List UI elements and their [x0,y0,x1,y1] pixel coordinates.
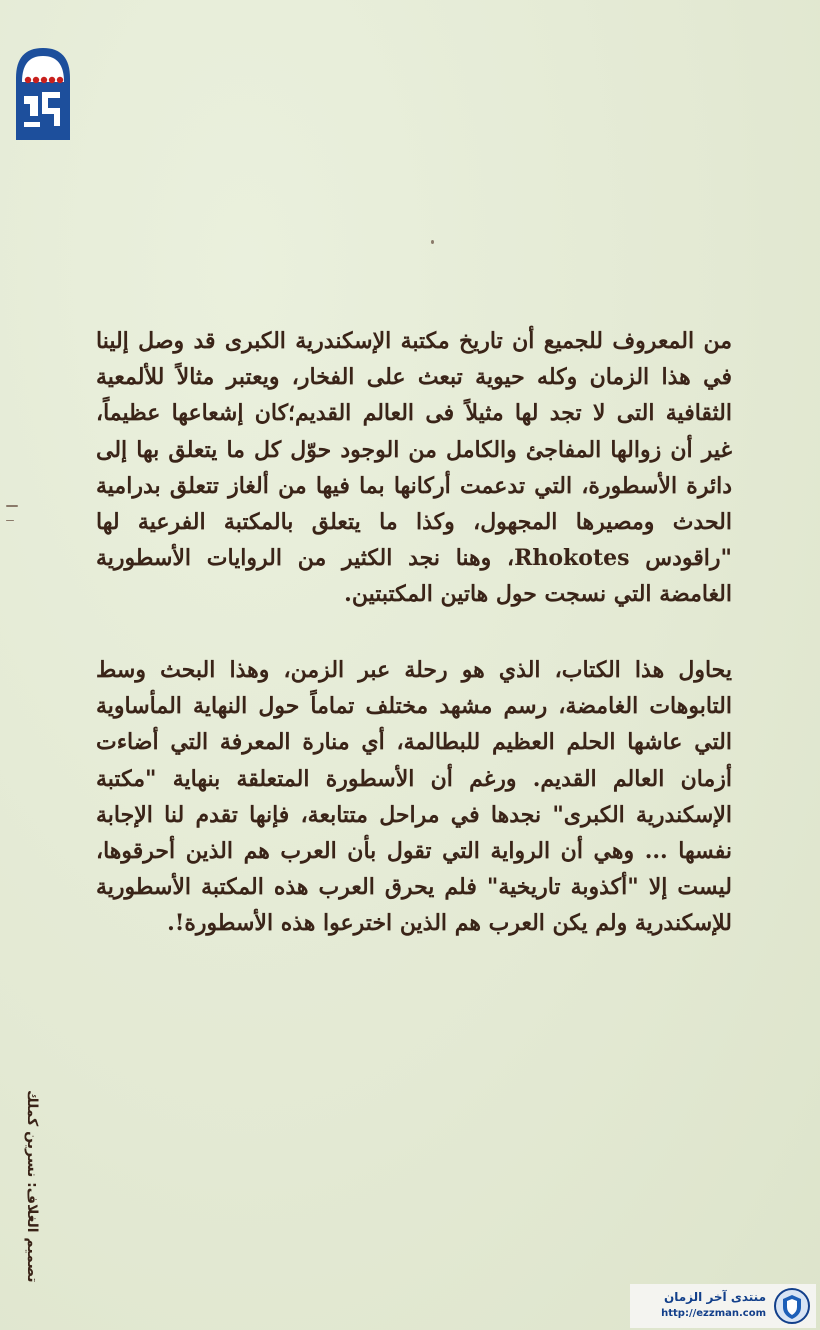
paper-speck [431,240,434,244]
cover-design-credit: تصميم الغلاف: نسرين كملك [24,1090,40,1283]
publisher-emblem-icon [16,48,70,140]
forum-url[interactable]: http://ezzman.com [661,1308,766,1319]
body-paragraph-2: يحاول هذا الكتاب، الذي هو رحلة عبر الزمن، وهذا البحث وسط التابوهات الغامضة، رسم مشهد مختلف تماماً حول النهاية المأساوية التي عاشها الحلم العظيم للبطالمة، أي منارة المعرفة التي أضاءت أزمان العالم القديم. ورغم أن الأسطورة المتعلقة بنهاية "مكتبة الإسكندرية الكبرى" نجدها في مراحل متتابعة، فإنها تقدم لنا الإجابة نفسها ... وهي أن الرواية التي تقول بأن العرب هم الذين أحرقوها، ليست إلا "أكذوبة تاريخية" فلم يحرق العرب هذه المكتبة الأسطورية للإسكندرية ولم يكن العرب هم الذين اخترعوا هذه الأسطورة!. [96,657,732,937]
forum-shield-icon [774,1288,810,1324]
forum-name: منتدى آخر الزمان [664,1290,766,1304]
publisher-logo [16,48,70,140]
forum-watermark[interactable] [630,1284,816,1328]
paper-speck [6,520,14,521]
body-paragraph-1: من المعروف للجميع أن تاريخ مكتبة الإسكندرية الكبرى قد وصل إلينا في هذا الزمان وكله حيوية تبعث على الفخار، ويعتبر مثالاً للألمعية الثقافية التى لا تجد لها مثيلاً فى العالم القديم؛كان إشعاعها عظيماً، غير أن زوالها المفاجئ والكامل من الوجود حوّل كل ما يتعلق بها إلى دائرة الأسطورة، التي تدعمت أركانها بما فيها من ألغاز تتعلق بدرامية الحدث ومصيرها المجهول، وكذا ما يتعلق بالمكتبة الفرعية لها "راقودس Rhokotes، وهنا نجد الكثير من الروايات الأسطورية الغامضة التي نسجت حول هاتين المكتبتين. [96,328,732,608]
paper-speck [6,505,18,507]
